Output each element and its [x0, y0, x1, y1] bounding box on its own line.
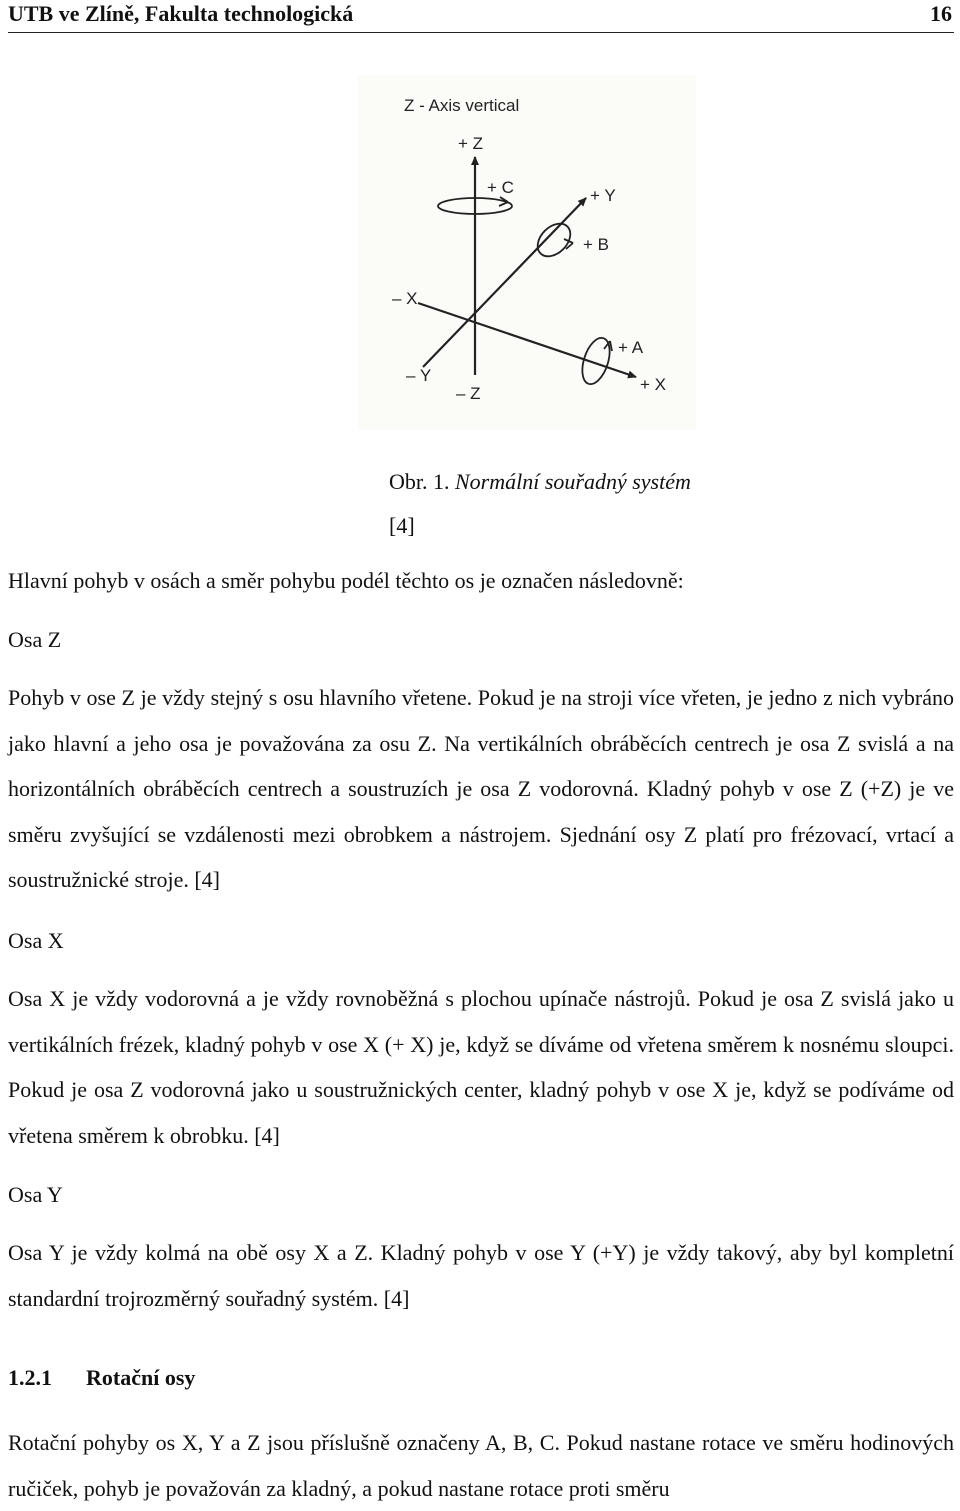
- osa-x-paragraph: Osa X je vždy vodorovná a je vždy rovnoběžná s plochou upínače nástrojů. Pokud je osa Z svislá jako u vertikálních frézek, kladný pohyb v ose X (+ X) je, když se díváme od vřetena směrem k nosnému sloupci. Pokud je osa Z vodorovná jako u soustružnických center, kladný pohyb v ose X je, když se podíváme od vřetena směrem k obrobku. [4]: [8, 986, 954, 1148]
- axis-diagram: [358, 75, 696, 430]
- page-number: 16: [930, 1, 952, 26]
- label-plus-b: + B: [583, 235, 609, 254]
- section-number: 1.2.1: [8, 1365, 52, 1390]
- label-plus-a: + A: [618, 338, 644, 357]
- caption-ref: [4]: [389, 513, 415, 538]
- figure-title: Z - Axis vertical: [404, 96, 520, 115]
- b-rotation-ellipse: [531, 217, 576, 262]
- figure-caption: [389, 460, 709, 548]
- label-plus-z: + Z: [458, 134, 484, 153]
- page-header: [8, 0, 954, 33]
- caption-prefix: Obr. 1.: [389, 469, 450, 494]
- osa-y-heading: Osa Y: [8, 1182, 63, 1207]
- section-heading: [8, 1365, 195, 1391]
- label-minus-z: – Z: [456, 384, 481, 403]
- x-axis-line: [418, 303, 636, 377]
- label-minus-y: – Y: [406, 366, 432, 385]
- section-title: Rotační osy: [86, 1365, 196, 1390]
- osa-y-paragraph: Osa Y je vždy kolmá na obě osy X a Z. Kladný pohyb v ose Y (+Y) je vždy takový, aby byl kompletní standardní trojrozměrný souřadný systém. [4]: [8, 1240, 954, 1311]
- axis-diagram-figure: [358, 75, 696, 430]
- header-title: UTB ve Zlíně, Fakulta technologická: [8, 1, 354, 26]
- label-plus-x: + X: [640, 375, 666, 394]
- a-rotation-arrowhead: [604, 341, 612, 351]
- label-plus-c: + C: [487, 178, 514, 197]
- label-plus-y: + Y: [590, 186, 616, 205]
- rotacni-paragraph: Rotační pohyby os X, Y a Z jsou příslušně označeny A, B, C. Pokud nastane rotace ve směru hodinových ručiček, pohyb je považován za kladný, a pokud nastane rotace proti směru: [8, 1430, 954, 1501]
- osa-x-heading: Osa X: [8, 928, 64, 953]
- osa-z-heading: Osa Z: [8, 627, 62, 652]
- osa-z-paragraph: Pohyb v ose Z je vždy stejný s osu hlavního vřetene. Pokud je na stroji více vřeten, je jedno z nich vybráno jako hlavní a jeho osa je považována za osu Z. Na vertikálních obráběcích centrech je osa Z svislá a na horizontálních obráběcích centrech a soustruzích je osa Z vodorovná. Kladný pohyb v ose Z (+Z) je ve směru zvyšující se vzdálenosti mezi obrobkem a nástrojem. Sjednání osy Z platí pro frézovací, vrtací a soustružnické stroje. [4]: [8, 685, 954, 892]
- caption-title: Normální souřadný systém: [455, 469, 691, 494]
- label-minus-x: – X: [392, 289, 418, 308]
- intro-paragraph: Hlavní pohyb v osách a směr pohybu podél těchto os je označen následovně:: [8, 568, 684, 593]
